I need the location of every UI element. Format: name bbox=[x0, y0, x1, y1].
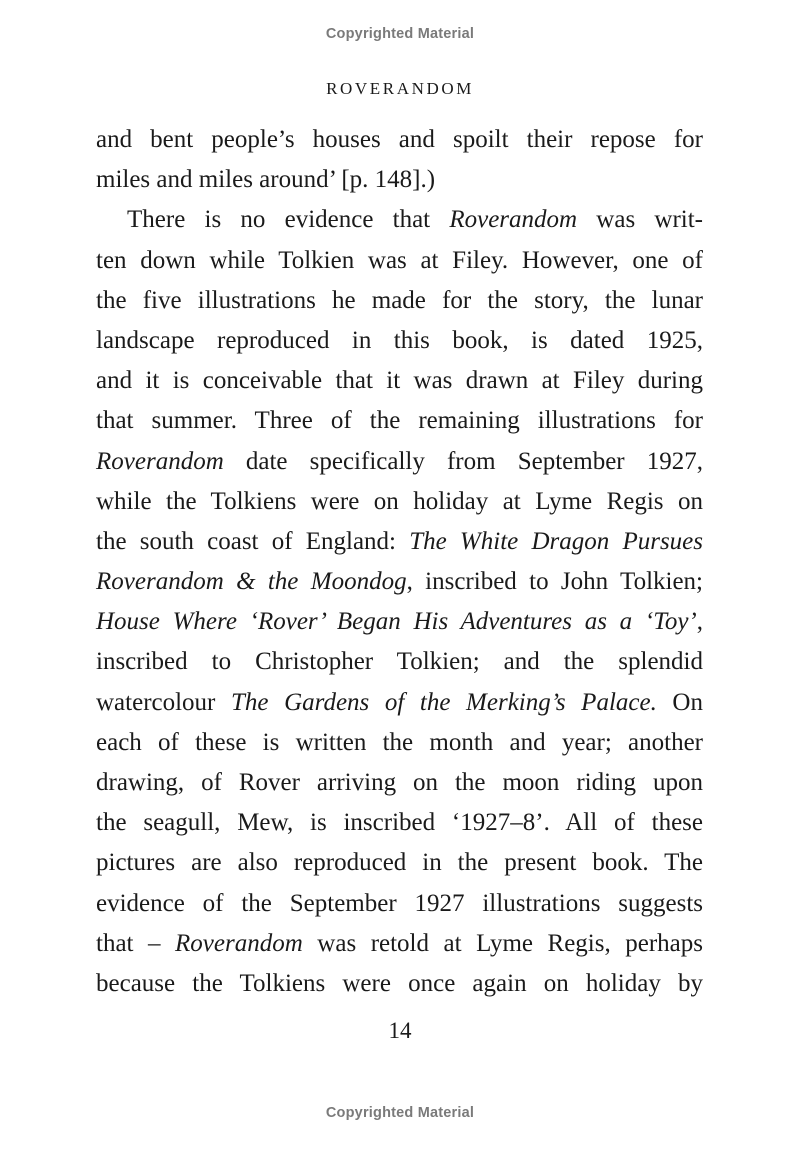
text-segment: while the Tolkiens were on holiday at Lyme Regis on bbox=[96, 487, 703, 515]
text-line bbox=[96, 442, 703, 482]
text-segment: evidence of the September 1927 illustrations suggests bbox=[96, 889, 703, 917]
text-line bbox=[96, 803, 703, 843]
text-segment: the five illustrations he made for the story, the lunar bbox=[96, 286, 703, 314]
italic-title-text: The White Dragon Pursues bbox=[409, 527, 703, 555]
body-text bbox=[96, 120, 703, 1004]
text-segment: was retold at Lyme Regis, perhaps bbox=[302, 929, 703, 957]
text-line bbox=[96, 763, 703, 803]
text-line bbox=[96, 120, 703, 160]
text-segment: that summer. Three of the remaining illustrations for bbox=[96, 407, 703, 435]
text-segment: , inscribed to John Tolkien; bbox=[406, 568, 703, 596]
text-line bbox=[96, 683, 703, 723]
copyright-watermark-top: Copyrighted Material bbox=[325, 26, 475, 42]
text-line bbox=[96, 522, 703, 562]
text-line bbox=[96, 924, 703, 964]
text-line bbox=[96, 401, 703, 441]
text-line bbox=[96, 281, 703, 321]
italic-title-text: House Where ‘Rover’ Began His Adventures as a ‘Toy’ bbox=[96, 608, 697, 636]
text-line bbox=[96, 562, 703, 602]
copyright-watermark-bottom: Copyrighted Material bbox=[325, 1105, 475, 1121]
text-line bbox=[96, 482, 703, 522]
text-segment: inscribed to Christopher Tolkien; and the splendid bbox=[96, 648, 703, 676]
page-number: 14 bbox=[388, 1018, 412, 1043]
italic-title-text: Roverandom & the Moondog bbox=[96, 568, 407, 596]
text-segment: pictures are also reproduced in the present book. The bbox=[96, 849, 703, 877]
text-segment: each of these is written the month and year; another bbox=[96, 728, 703, 756]
text-line bbox=[96, 843, 703, 883]
italic-title-text: Roverandom bbox=[175, 929, 303, 957]
text-line bbox=[96, 884, 703, 924]
text-line bbox=[96, 321, 703, 361]
text-line bbox=[96, 602, 703, 642]
text-segment: There is no evidence that bbox=[127, 206, 450, 234]
italic-title-text: The Gardens of the Merking’s Palace. bbox=[230, 688, 657, 716]
text-line bbox=[96, 241, 703, 281]
text-segment: watercolour bbox=[96, 688, 231, 716]
text-line bbox=[96, 723, 703, 763]
text-line bbox=[96, 642, 703, 682]
text-segment: and it is conceivable that it was drawn at Filey during bbox=[96, 367, 703, 395]
italic-title-text: Roverandom bbox=[449, 206, 578, 234]
text-segment: , bbox=[696, 608, 703, 636]
text-segment: and bent people’s houses and spoilt their repose for bbox=[96, 126, 703, 153]
text-segment: because the Tolkiens were once again on holiday by bbox=[96, 969, 703, 997]
running-head: ROVERANDOM bbox=[326, 79, 474, 98]
text-segment: date specifically from September 1927, bbox=[223, 447, 703, 475]
text-segment: the seagull, Mew, is inscribed ‘1927–8’. All of these bbox=[96, 809, 703, 837]
italic-title-text: Roverandom bbox=[96, 447, 224, 475]
text-segment: the south coast of England: bbox=[96, 527, 410, 555]
text-segment: miles and miles around’ [p. 148].) bbox=[96, 166, 436, 194]
text-segment: was writ- bbox=[577, 206, 703, 234]
text-line bbox=[96, 160, 703, 200]
text-segment: landscape reproduced in this book, is dated 1925, bbox=[96, 326, 703, 354]
text-segment: ten down while Tolkien was at Filey. However, one of bbox=[96, 246, 703, 274]
text-line bbox=[96, 200, 703, 240]
text-segment: drawing, of Rover arriving on the moon riding upon bbox=[96, 769, 703, 796]
text-line bbox=[96, 964, 703, 1004]
text-segment: On bbox=[656, 688, 703, 716]
text-segment: that – bbox=[96, 929, 176, 957]
text-line bbox=[96, 361, 703, 401]
